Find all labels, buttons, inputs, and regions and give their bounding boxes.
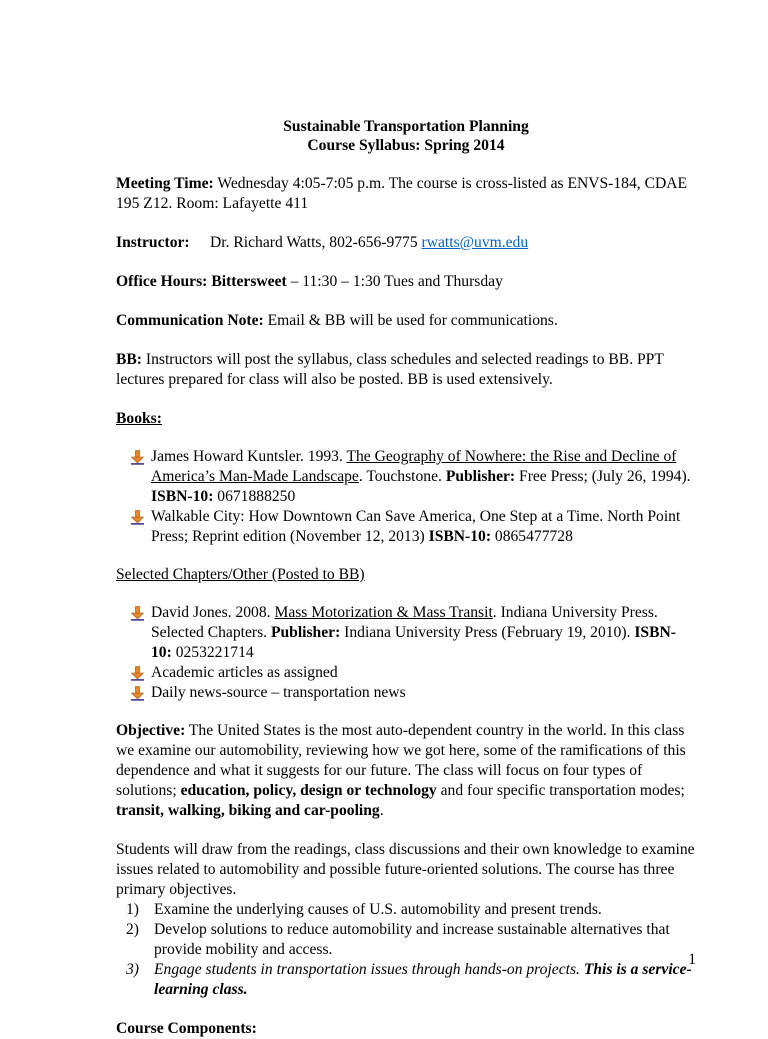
instructor-label: Instructor: [116, 234, 190, 251]
instructor-line [116, 233, 696, 253]
office-hours-text: – 11:30 – 1:30 Tues and Thursday [286, 273, 503, 290]
bb-label: BB: [116, 351, 142, 368]
meeting-time [116, 174, 696, 214]
objective-item-text: Develop solutions to reduce automobility and increase sustainable alternatives that provide mobility and access. [154, 921, 670, 958]
books-list [116, 447, 696, 547]
service-learning-note: This is a service-learning class. [154, 961, 692, 998]
book-1-title: The Geography of Nowhere: the Rise and Decline of America’s Man-Made Landscape [151, 448, 677, 485]
meeting-label: Meeting Time: [116, 175, 214, 192]
book-1-isbn: 0671888250 [213, 488, 296, 505]
selected-2-text: Academic articles as assigned [151, 664, 338, 681]
meeting-text: Wednesday 4:05-7:05 p.m. The course is cross-listed as ENVS-184, CDAE 195 Z12. Room: Lafayette 411 [116, 175, 688, 212]
book-1-pre: James Howard Kuntsler. 1993. [151, 448, 347, 465]
students-paragraph: Students will draw from the readings, class discussions and their own knowledge to examine issues related to automobility and possible future-oriented solutions. The course has three primary objectives. [116, 841, 695, 898]
book-1-publisher-label: Publisher: [445, 468, 516, 485]
list-item [116, 447, 696, 507]
selected-heading-line [116, 565, 696, 585]
objective-item-text: Engage students in transportation issues through hands-on projects. [154, 961, 584, 978]
arrow-down-bullet-icon [130, 686, 145, 701]
objective-number: 3) [126, 961, 139, 978]
selected-1-publisher: Indiana University Press (February 19, 2010). [340, 624, 635, 641]
selected-1-isbn-label: ISBN-10: [151, 624, 676, 661]
communication-text: Email & BB will be used for communications. [263, 312, 558, 329]
selected-1-pre: David Jones. 2008. [151, 604, 275, 621]
book-1-mid: . Touchstone. [358, 468, 446, 485]
objective-number: 2) [126, 921, 139, 938]
office-place: Bittersweet [211, 273, 287, 290]
list-item [126, 920, 696, 960]
list-item [116, 663, 696, 683]
books-heading: Books: [116, 410, 162, 427]
objective-text-1: The United States is the most auto-dependent country in the world. In this class we examine our automobility, reviewing how we got here, some of the ramifications of this dependence and what it suggests for our future. The class will focus on four types of solutions; [116, 722, 686, 799]
book-1-isbn-label: ISBN-10: [151, 488, 214, 505]
office-hours-label: Office Hours: [116, 273, 208, 290]
selected-3-text: Daily news-source – transportation news [151, 684, 406, 701]
list-item [126, 900, 696, 920]
communication-note [116, 311, 696, 331]
document-subtitle: Course Syllabus: Spring 2014 [307, 136, 505, 154]
instructor-email-link[interactable]: rwatts@uvm.edu [421, 234, 529, 251]
objectives-list [116, 900, 696, 1000]
title-block [116, 118, 696, 155]
page-number: 1 [688, 951, 696, 968]
selected-1-isbn: 0253221714 [171, 644, 254, 661]
objective-modes: transit, walking, biking and car-pooling [116, 802, 380, 819]
list-item [116, 507, 696, 547]
arrow-down-bullet-icon [130, 606, 145, 621]
selected-list [116, 603, 696, 703]
book-2-isbn-label: ISBN-10: [428, 528, 492, 545]
list-item [116, 603, 696, 663]
objective-item-text: Examine the underlying causes of U.S. automobility and present trends. [154, 901, 602, 918]
arrow-down-bullet-icon [130, 666, 145, 681]
syllabus-content [116, 118, 696, 1039]
selected-1-mid: . Indiana University Press. Selected Chapters. [151, 604, 658, 641]
list-item [116, 683, 696, 703]
objective-text-2: and four specific transportation modes; [436, 782, 685, 799]
book-2-text: Walkable City: How Downtown Can Save America, One Step at a Time. North Point Press; Reprint edition (November 12, 2013) [151, 508, 681, 545]
components-heading-line [116, 1019, 696, 1039]
book-1-publisher: Free Press; (July 26, 1994). [515, 468, 691, 485]
office-hours [116, 272, 696, 292]
selected-1-title: Mass Motorization & Mass Transit [274, 604, 493, 621]
components-heading: Course Components: [116, 1020, 257, 1037]
objective-text-3: . [379, 802, 384, 819]
book-2-isbn: 0865477728 [491, 528, 573, 545]
objective-number: 1) [126, 901, 139, 918]
arrow-down-bullet-icon [130, 450, 145, 465]
objective-label: Objective: [116, 722, 186, 739]
communication-label: Communication Note: [116, 312, 264, 329]
instructor-name: Dr. Richard Watts, 802-656-9775 [210, 234, 422, 251]
selected-heading: Selected Chapters/Other (Posted to BB) [116, 566, 365, 583]
document-title: Sustainable Transportation Planning [283, 118, 529, 135]
bb-note [116, 350, 696, 390]
objective-paragraph [116, 721, 696, 821]
list-item [126, 960, 696, 1000]
objective-solutions: education, policy, design or technology [180, 782, 437, 799]
books-heading-line [116, 409, 696, 429]
selected-1-publisher-label: Publisher: [270, 624, 341, 641]
arrow-down-bullet-icon [130, 510, 145, 525]
bb-text: Instructors will post the syllabus, class schedules and selected readings to BB. PPT lectures prepared for class will also be posted. BB is used extensively. [116, 351, 664, 388]
instructor-info [210, 233, 528, 253]
